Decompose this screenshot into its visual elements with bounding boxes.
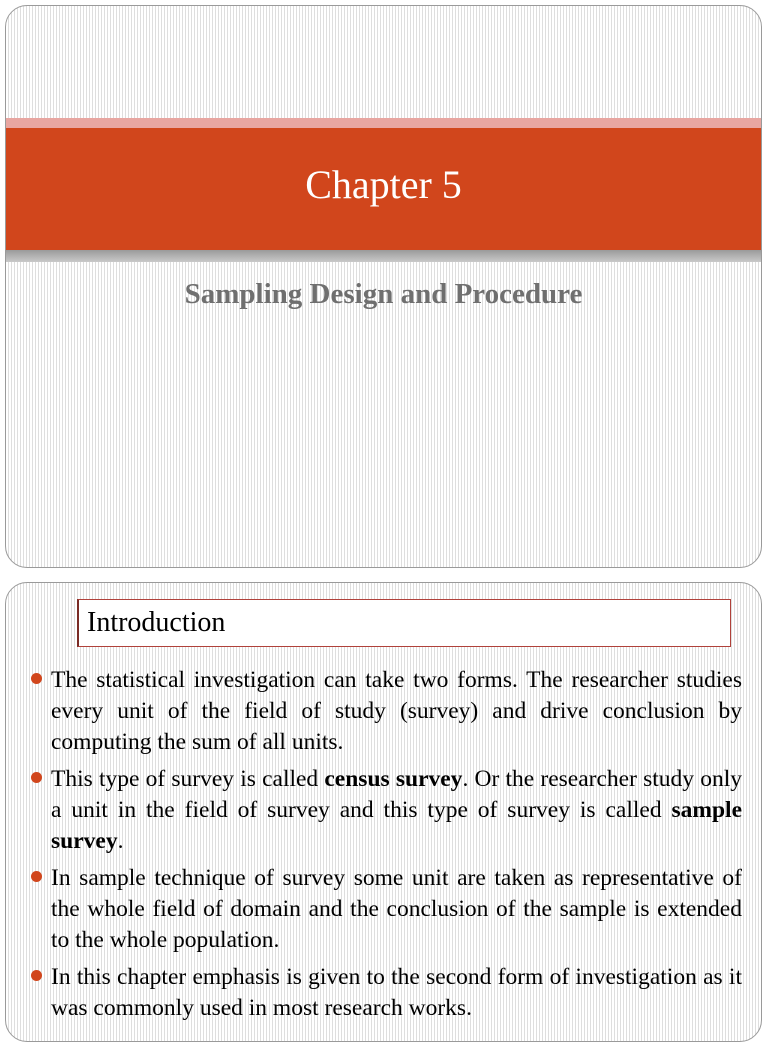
decorative-top-stripe xyxy=(6,118,761,128)
section-title: Introduction xyxy=(87,607,226,638)
title-slide xyxy=(5,5,762,568)
bullet-dot-icon xyxy=(31,871,42,882)
section-title-box xyxy=(77,599,731,647)
bullet-item xyxy=(22,665,742,758)
chapter-subtitle: Sampling Design and Procedure xyxy=(184,278,583,310)
bullet-item xyxy=(22,962,742,1024)
bullet-text-part: . Or the researcher study only a unit in the field of survey and this type of survey is called xyxy=(51,766,742,823)
title-band xyxy=(6,128,761,250)
bullet-dot-icon xyxy=(31,772,42,783)
bullet-text: In sample technique of survey some unit are taken as representative of the whole field of domain and the conclusion of the sample is extended to the whole population. xyxy=(51,865,742,953)
bullet-dot-icon xyxy=(31,673,42,684)
introduction-slide xyxy=(5,582,762,1042)
bullet-text: In this chapter emphasis is given to the second form of investigation as it was commonly used in most research works. xyxy=(51,964,742,1021)
bullet-text-part: This type of survey is called xyxy=(51,766,325,792)
bullet-text-part: . xyxy=(117,828,124,854)
bullet-item xyxy=(22,764,742,857)
bullet-item xyxy=(22,863,742,956)
decorative-bottom-stripe xyxy=(6,250,761,262)
bullet-text: The statistical investigation can take two forms. The researcher studies every unit of the field of study (survey) and drive conclusion by computing the sum of all units. xyxy=(51,667,742,755)
bullet-dot-icon xyxy=(31,970,42,981)
bullet-list xyxy=(22,665,742,1030)
sample-survey-term: sample survey xyxy=(51,797,742,854)
census-survey-term: census survey xyxy=(324,766,463,792)
chapter-title: Chapter 5 xyxy=(305,161,462,207)
